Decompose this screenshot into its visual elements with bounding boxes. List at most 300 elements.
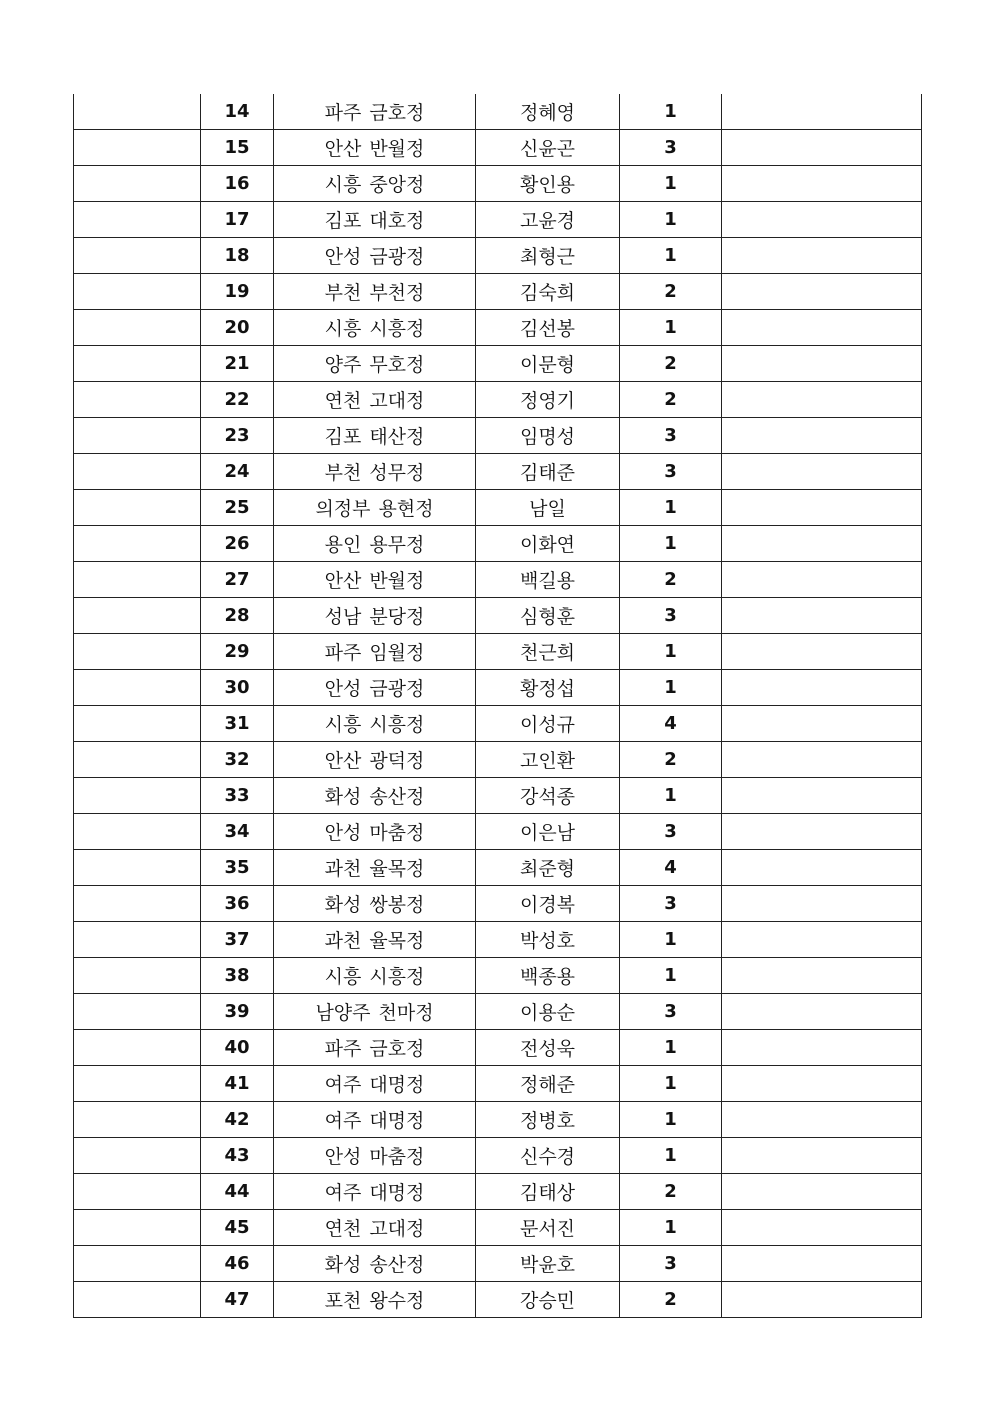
blank-cell bbox=[722, 850, 922, 886]
name-cell: 김숙희 bbox=[476, 274, 620, 310]
count-cell: 1 bbox=[620, 958, 722, 994]
row-number-cell: 16 bbox=[201, 166, 274, 202]
name-cell: 정해준 bbox=[476, 1066, 620, 1102]
count-cell: 1 bbox=[620, 1030, 722, 1066]
blank-cell bbox=[722, 418, 922, 454]
blank-cell bbox=[74, 706, 201, 742]
count-cell: 3 bbox=[620, 814, 722, 850]
name-cell: 심형훈 bbox=[476, 598, 620, 634]
region-text: 안성 bbox=[324, 822, 362, 844]
blank-cell bbox=[722, 274, 922, 310]
table-row bbox=[74, 562, 922, 598]
row-number-cell: 34 bbox=[201, 814, 274, 850]
team-text: 금광정 bbox=[369, 246, 425, 268]
affiliation-cell bbox=[274, 706, 476, 742]
name-cell: 황인용 bbox=[476, 166, 620, 202]
region-text: 여주 bbox=[324, 1182, 362, 1204]
name-cell: 최준형 bbox=[476, 850, 620, 886]
affiliation-cell bbox=[274, 1102, 476, 1138]
name-cell: 김태상 bbox=[476, 1174, 620, 1210]
region-text: 시흥 bbox=[324, 318, 362, 340]
blank-cell bbox=[74, 1102, 201, 1138]
affiliation-cell bbox=[274, 418, 476, 454]
count-cell: 1 bbox=[620, 526, 722, 562]
name-cell: 김선봉 bbox=[476, 310, 620, 346]
row-number-cell: 26 bbox=[201, 526, 274, 562]
affiliation-cell bbox=[274, 634, 476, 670]
count-cell: 3 bbox=[620, 454, 722, 490]
blank-cell bbox=[722, 922, 922, 958]
blank-cell bbox=[722, 1066, 922, 1102]
name-cell: 최형근 bbox=[476, 238, 620, 274]
count-cell: 1 bbox=[620, 1102, 722, 1138]
name-cell: 이성규 bbox=[476, 706, 620, 742]
affiliation-cell bbox=[274, 958, 476, 994]
team-text: 반월정 bbox=[369, 570, 425, 592]
blank-cell bbox=[722, 958, 922, 994]
row-number-cell: 41 bbox=[201, 1066, 274, 1102]
blank-cell bbox=[722, 1246, 922, 1282]
region-text: 의정부 bbox=[315, 498, 371, 520]
blank-cell bbox=[722, 1210, 922, 1246]
team-text: 율목정 bbox=[369, 858, 425, 880]
team-text: 부천정 bbox=[369, 282, 425, 304]
region-text: 안성 bbox=[324, 1146, 362, 1168]
blank-cell bbox=[74, 490, 201, 526]
blank-cell bbox=[722, 886, 922, 922]
count-cell: 1 bbox=[620, 1210, 722, 1246]
blank-cell bbox=[74, 274, 201, 310]
affiliation-cell bbox=[274, 490, 476, 526]
table-row bbox=[74, 1138, 922, 1174]
blank-cell bbox=[74, 1210, 201, 1246]
region-text: 시흥 bbox=[324, 714, 362, 736]
name-cell: 김태준 bbox=[476, 454, 620, 490]
blank-cell bbox=[722, 346, 922, 382]
count-cell: 1 bbox=[620, 310, 722, 346]
blank-cell bbox=[722, 598, 922, 634]
count-cell: 2 bbox=[620, 382, 722, 418]
region-text: 시흥 bbox=[324, 966, 362, 988]
affiliation-cell bbox=[274, 562, 476, 598]
count-cell: 2 bbox=[620, 1174, 722, 1210]
table-row bbox=[74, 310, 922, 346]
name-cell: 박성호 bbox=[476, 922, 620, 958]
affiliation-cell bbox=[274, 274, 476, 310]
table-row bbox=[74, 634, 922, 670]
name-cell: 이은남 bbox=[476, 814, 620, 850]
region-text: 안성 bbox=[324, 678, 362, 700]
row-number-cell: 38 bbox=[201, 958, 274, 994]
table-row bbox=[74, 922, 922, 958]
blank-cell bbox=[722, 562, 922, 598]
blank-cell bbox=[722, 670, 922, 706]
affiliation-cell bbox=[274, 1174, 476, 1210]
affiliation-cell bbox=[274, 598, 476, 634]
name-cell: 고인환 bbox=[476, 742, 620, 778]
affiliation-cell bbox=[274, 922, 476, 958]
blank-cell bbox=[74, 166, 201, 202]
name-cell: 이용순 bbox=[476, 994, 620, 1030]
team-text: 왕수정 bbox=[369, 1290, 425, 1312]
blank-cell bbox=[74, 1138, 201, 1174]
table-row bbox=[74, 490, 922, 526]
team-text: 시흥정 bbox=[369, 966, 425, 988]
blank-cell bbox=[74, 562, 201, 598]
count-cell: 1 bbox=[620, 1066, 722, 1102]
blank-cell bbox=[722, 778, 922, 814]
name-cell: 황정섭 bbox=[476, 670, 620, 706]
blank-cell bbox=[74, 814, 201, 850]
team-text: 금광정 bbox=[369, 678, 425, 700]
affiliation-cell bbox=[274, 886, 476, 922]
table-row bbox=[74, 1066, 922, 1102]
team-text: 금호정 bbox=[369, 102, 425, 124]
region-text: 포천 bbox=[324, 1290, 362, 1312]
count-cell: 4 bbox=[620, 706, 722, 742]
count-cell: 4 bbox=[620, 850, 722, 886]
table-row bbox=[74, 274, 922, 310]
team-text: 송산정 bbox=[369, 1254, 425, 1276]
count-cell: 3 bbox=[620, 130, 722, 166]
affiliation-cell bbox=[274, 310, 476, 346]
name-cell: 이경복 bbox=[476, 886, 620, 922]
name-cell: 고윤경 bbox=[476, 202, 620, 238]
row-number-cell: 24 bbox=[201, 454, 274, 490]
region-text: 여주 bbox=[324, 1110, 362, 1132]
region-text: 시흥 bbox=[324, 174, 362, 196]
region-text: 과천 bbox=[324, 858, 362, 880]
team-text: 천마정 bbox=[378, 1002, 434, 1024]
region-text: 파주 bbox=[324, 102, 362, 124]
team-text: 대호정 bbox=[369, 210, 425, 232]
row-number-cell: 21 bbox=[201, 346, 274, 382]
blank-cell bbox=[722, 994, 922, 1030]
table-row bbox=[74, 94, 922, 130]
blank-cell bbox=[74, 130, 201, 166]
blank-cell bbox=[722, 742, 922, 778]
table-row bbox=[74, 418, 922, 454]
row-number-cell: 25 bbox=[201, 490, 274, 526]
blank-cell bbox=[74, 1282, 201, 1318]
blank-cell bbox=[722, 634, 922, 670]
team-text: 고대정 bbox=[369, 1218, 425, 1240]
name-cell: 강승민 bbox=[476, 1282, 620, 1318]
table-row bbox=[74, 1102, 922, 1138]
region-text: 김포 bbox=[324, 210, 362, 232]
affiliation-cell bbox=[274, 346, 476, 382]
blank-cell bbox=[722, 94, 922, 130]
team-text: 고대정 bbox=[369, 390, 425, 412]
region-text: 연천 bbox=[324, 390, 362, 412]
region-text: 안산 bbox=[324, 750, 362, 772]
count-cell: 3 bbox=[620, 598, 722, 634]
team-text: 송산정 bbox=[369, 786, 425, 808]
count-cell: 1 bbox=[620, 490, 722, 526]
name-cell: 임명성 bbox=[476, 418, 620, 454]
team-text: 금호정 bbox=[369, 1038, 425, 1060]
table-row bbox=[74, 814, 922, 850]
table-row bbox=[74, 742, 922, 778]
table-row bbox=[74, 994, 922, 1030]
region-text: 부천 bbox=[324, 462, 362, 484]
blank-cell bbox=[74, 526, 201, 562]
affiliation-cell bbox=[274, 94, 476, 130]
team-text: 임월정 bbox=[369, 642, 425, 664]
region-text: 화성 bbox=[324, 1254, 362, 1276]
region-text: 양주 bbox=[324, 354, 362, 376]
blank-cell bbox=[722, 382, 922, 418]
count-cell: 2 bbox=[620, 274, 722, 310]
table-row bbox=[74, 1030, 922, 1066]
row-number-cell: 19 bbox=[201, 274, 274, 310]
team-text: 중앙정 bbox=[369, 174, 425, 196]
count-cell: 1 bbox=[620, 922, 722, 958]
count-cell: 3 bbox=[620, 994, 722, 1030]
affiliation-cell bbox=[274, 202, 476, 238]
affiliation-cell bbox=[274, 166, 476, 202]
table-row bbox=[74, 1282, 922, 1318]
row-number-cell: 27 bbox=[201, 562, 274, 598]
blank-cell bbox=[722, 1174, 922, 1210]
team-text: 쌍봉정 bbox=[369, 894, 425, 916]
team-text: 무호정 bbox=[369, 354, 425, 376]
name-cell: 정영기 bbox=[476, 382, 620, 418]
name-cell: 전성욱 bbox=[476, 1030, 620, 1066]
team-text: 마춤정 bbox=[369, 822, 425, 844]
row-number-cell: 15 bbox=[201, 130, 274, 166]
blank-cell bbox=[722, 166, 922, 202]
blank-cell bbox=[74, 202, 201, 238]
affiliation-cell bbox=[274, 1030, 476, 1066]
count-cell: 2 bbox=[620, 562, 722, 598]
affiliation-cell bbox=[274, 814, 476, 850]
blank-cell bbox=[722, 490, 922, 526]
team-text: 태산정 bbox=[369, 426, 425, 448]
blank-cell bbox=[74, 346, 201, 382]
blank-cell bbox=[74, 310, 201, 346]
affiliation-cell bbox=[274, 526, 476, 562]
row-number-cell: 37 bbox=[201, 922, 274, 958]
region-text: 남양주 bbox=[315, 1002, 371, 1024]
team-text: 시흥정 bbox=[369, 318, 425, 340]
table-row bbox=[74, 1246, 922, 1282]
blank-cell bbox=[74, 382, 201, 418]
name-cell: 천근희 bbox=[476, 634, 620, 670]
blank-cell bbox=[74, 886, 201, 922]
table-row bbox=[74, 778, 922, 814]
table-row bbox=[74, 598, 922, 634]
region-text: 화성 bbox=[324, 894, 362, 916]
region-text: 과천 bbox=[324, 930, 362, 952]
row-number-cell: 45 bbox=[201, 1210, 274, 1246]
blank-cell bbox=[74, 922, 201, 958]
count-cell: 1 bbox=[620, 202, 722, 238]
team-text: 대명정 bbox=[369, 1110, 425, 1132]
table-row bbox=[74, 202, 922, 238]
table-row bbox=[74, 526, 922, 562]
affiliation-cell bbox=[274, 130, 476, 166]
affiliation-cell bbox=[274, 1210, 476, 1246]
name-cell: 정혜영 bbox=[476, 94, 620, 130]
region-text: 안산 bbox=[324, 138, 362, 160]
name-cell: 신윤곤 bbox=[476, 130, 620, 166]
affiliation-cell bbox=[274, 1066, 476, 1102]
blank-cell bbox=[74, 742, 201, 778]
row-number-cell: 47 bbox=[201, 1282, 274, 1318]
row-number-cell: 32 bbox=[201, 742, 274, 778]
table-row bbox=[74, 346, 922, 382]
team-text: 용무정 bbox=[369, 534, 425, 556]
team-text: 성무정 bbox=[369, 462, 425, 484]
team-text: 대명정 bbox=[369, 1182, 425, 1204]
table-row bbox=[74, 850, 922, 886]
row-number-cell: 43 bbox=[201, 1138, 274, 1174]
blank-cell bbox=[74, 850, 201, 886]
table-row bbox=[74, 130, 922, 166]
team-text: 분당정 bbox=[369, 606, 425, 628]
count-cell: 1 bbox=[620, 166, 722, 202]
region-text: 여주 bbox=[324, 1074, 362, 1096]
row-number-cell: 39 bbox=[201, 994, 274, 1030]
affiliation-cell bbox=[274, 1138, 476, 1174]
affiliation-cell bbox=[274, 238, 476, 274]
table-row bbox=[74, 1210, 922, 1246]
team-text: 대명정 bbox=[369, 1074, 425, 1096]
row-number-cell: 20 bbox=[201, 310, 274, 346]
name-cell: 남일 bbox=[476, 490, 620, 526]
blank-cell bbox=[74, 778, 201, 814]
affiliation-cell bbox=[274, 994, 476, 1030]
row-number-cell: 35 bbox=[201, 850, 274, 886]
team-text: 광덕정 bbox=[369, 750, 425, 772]
table-row bbox=[74, 382, 922, 418]
count-cell: 1 bbox=[620, 94, 722, 130]
blank-cell bbox=[74, 670, 201, 706]
table-row bbox=[74, 454, 922, 490]
region-text: 안산 bbox=[324, 570, 362, 592]
table-row bbox=[74, 166, 922, 202]
blank-cell bbox=[74, 994, 201, 1030]
affiliation-cell bbox=[274, 454, 476, 490]
blank-cell bbox=[722, 238, 922, 274]
row-number-cell: 30 bbox=[201, 670, 274, 706]
affiliation-cell bbox=[274, 742, 476, 778]
blank-cell bbox=[74, 418, 201, 454]
row-number-cell: 44 bbox=[201, 1174, 274, 1210]
name-cell: 백종용 bbox=[476, 958, 620, 994]
count-cell: 1 bbox=[620, 238, 722, 274]
table-row bbox=[74, 238, 922, 274]
affiliation-cell bbox=[274, 1282, 476, 1318]
blank-cell bbox=[722, 706, 922, 742]
row-number-cell: 40 bbox=[201, 1030, 274, 1066]
blank-cell bbox=[74, 454, 201, 490]
name-cell: 강석종 bbox=[476, 778, 620, 814]
table-row bbox=[74, 706, 922, 742]
row-number-cell: 14 bbox=[201, 94, 274, 130]
blank-cell bbox=[722, 130, 922, 166]
team-text: 율목정 bbox=[369, 930, 425, 952]
count-cell: 2 bbox=[620, 346, 722, 382]
blank-cell bbox=[722, 202, 922, 238]
blank-cell bbox=[74, 1246, 201, 1282]
region-text: 성남 bbox=[324, 606, 362, 628]
team-text: 마춤정 bbox=[369, 1146, 425, 1168]
count-cell: 2 bbox=[620, 1282, 722, 1318]
region-text: 연천 bbox=[324, 1218, 362, 1240]
region-text: 김포 bbox=[324, 426, 362, 448]
blank-cell bbox=[74, 634, 201, 670]
row-number-cell: 17 bbox=[201, 202, 274, 238]
blank-cell bbox=[74, 598, 201, 634]
table-row bbox=[74, 958, 922, 994]
row-number-cell: 36 bbox=[201, 886, 274, 922]
name-cell: 백길용 bbox=[476, 562, 620, 598]
name-cell: 이화연 bbox=[476, 526, 620, 562]
blank-cell bbox=[722, 1102, 922, 1138]
name-cell: 신수경 bbox=[476, 1138, 620, 1174]
count-cell: 3 bbox=[620, 418, 722, 454]
region-text: 파주 bbox=[324, 642, 362, 664]
name-cell: 정병호 bbox=[476, 1102, 620, 1138]
region-text: 부천 bbox=[324, 282, 362, 304]
row-number-cell: 18 bbox=[201, 238, 274, 274]
row-number-cell: 46 bbox=[201, 1246, 274, 1282]
region-text: 안성 bbox=[324, 246, 362, 268]
region-text: 용인 bbox=[324, 534, 362, 556]
affiliation-cell bbox=[274, 670, 476, 706]
blank-cell bbox=[722, 814, 922, 850]
blank-cell bbox=[74, 1174, 201, 1210]
name-cell: 박윤호 bbox=[476, 1246, 620, 1282]
row-number-cell: 22 bbox=[201, 382, 274, 418]
name-cell: 이문형 bbox=[476, 346, 620, 382]
team-text: 용현정 bbox=[378, 498, 434, 520]
blank-cell bbox=[74, 1030, 201, 1066]
blank-cell bbox=[722, 1030, 922, 1066]
row-number-cell: 23 bbox=[201, 418, 274, 454]
blank-cell bbox=[74, 958, 201, 994]
table-row bbox=[74, 670, 922, 706]
region-text: 화성 bbox=[324, 786, 362, 808]
count-cell: 3 bbox=[620, 1246, 722, 1282]
blank-cell bbox=[722, 454, 922, 490]
count-cell: 1 bbox=[620, 778, 722, 814]
count-cell: 1 bbox=[620, 670, 722, 706]
row-number-cell: 28 bbox=[201, 598, 274, 634]
row-number-cell: 42 bbox=[201, 1102, 274, 1138]
region-text: 파주 bbox=[324, 1038, 362, 1060]
affiliation-cell bbox=[274, 1246, 476, 1282]
blank-cell bbox=[74, 238, 201, 274]
team-text: 반월정 bbox=[369, 138, 425, 160]
name-cell: 문서진 bbox=[476, 1210, 620, 1246]
affiliation-cell bbox=[274, 382, 476, 418]
count-cell: 2 bbox=[620, 742, 722, 778]
count-cell: 1 bbox=[620, 634, 722, 670]
row-number-cell: 33 bbox=[201, 778, 274, 814]
row-number-cell: 31 bbox=[201, 706, 274, 742]
blank-cell bbox=[722, 1282, 922, 1318]
roster-table bbox=[73, 94, 922, 1318]
count-cell: 1 bbox=[620, 1138, 722, 1174]
team-text: 시흥정 bbox=[369, 714, 425, 736]
count-cell: 3 bbox=[620, 886, 722, 922]
roster-table-body bbox=[74, 94, 922, 1318]
blank-cell bbox=[722, 310, 922, 346]
blank-cell bbox=[722, 1138, 922, 1174]
